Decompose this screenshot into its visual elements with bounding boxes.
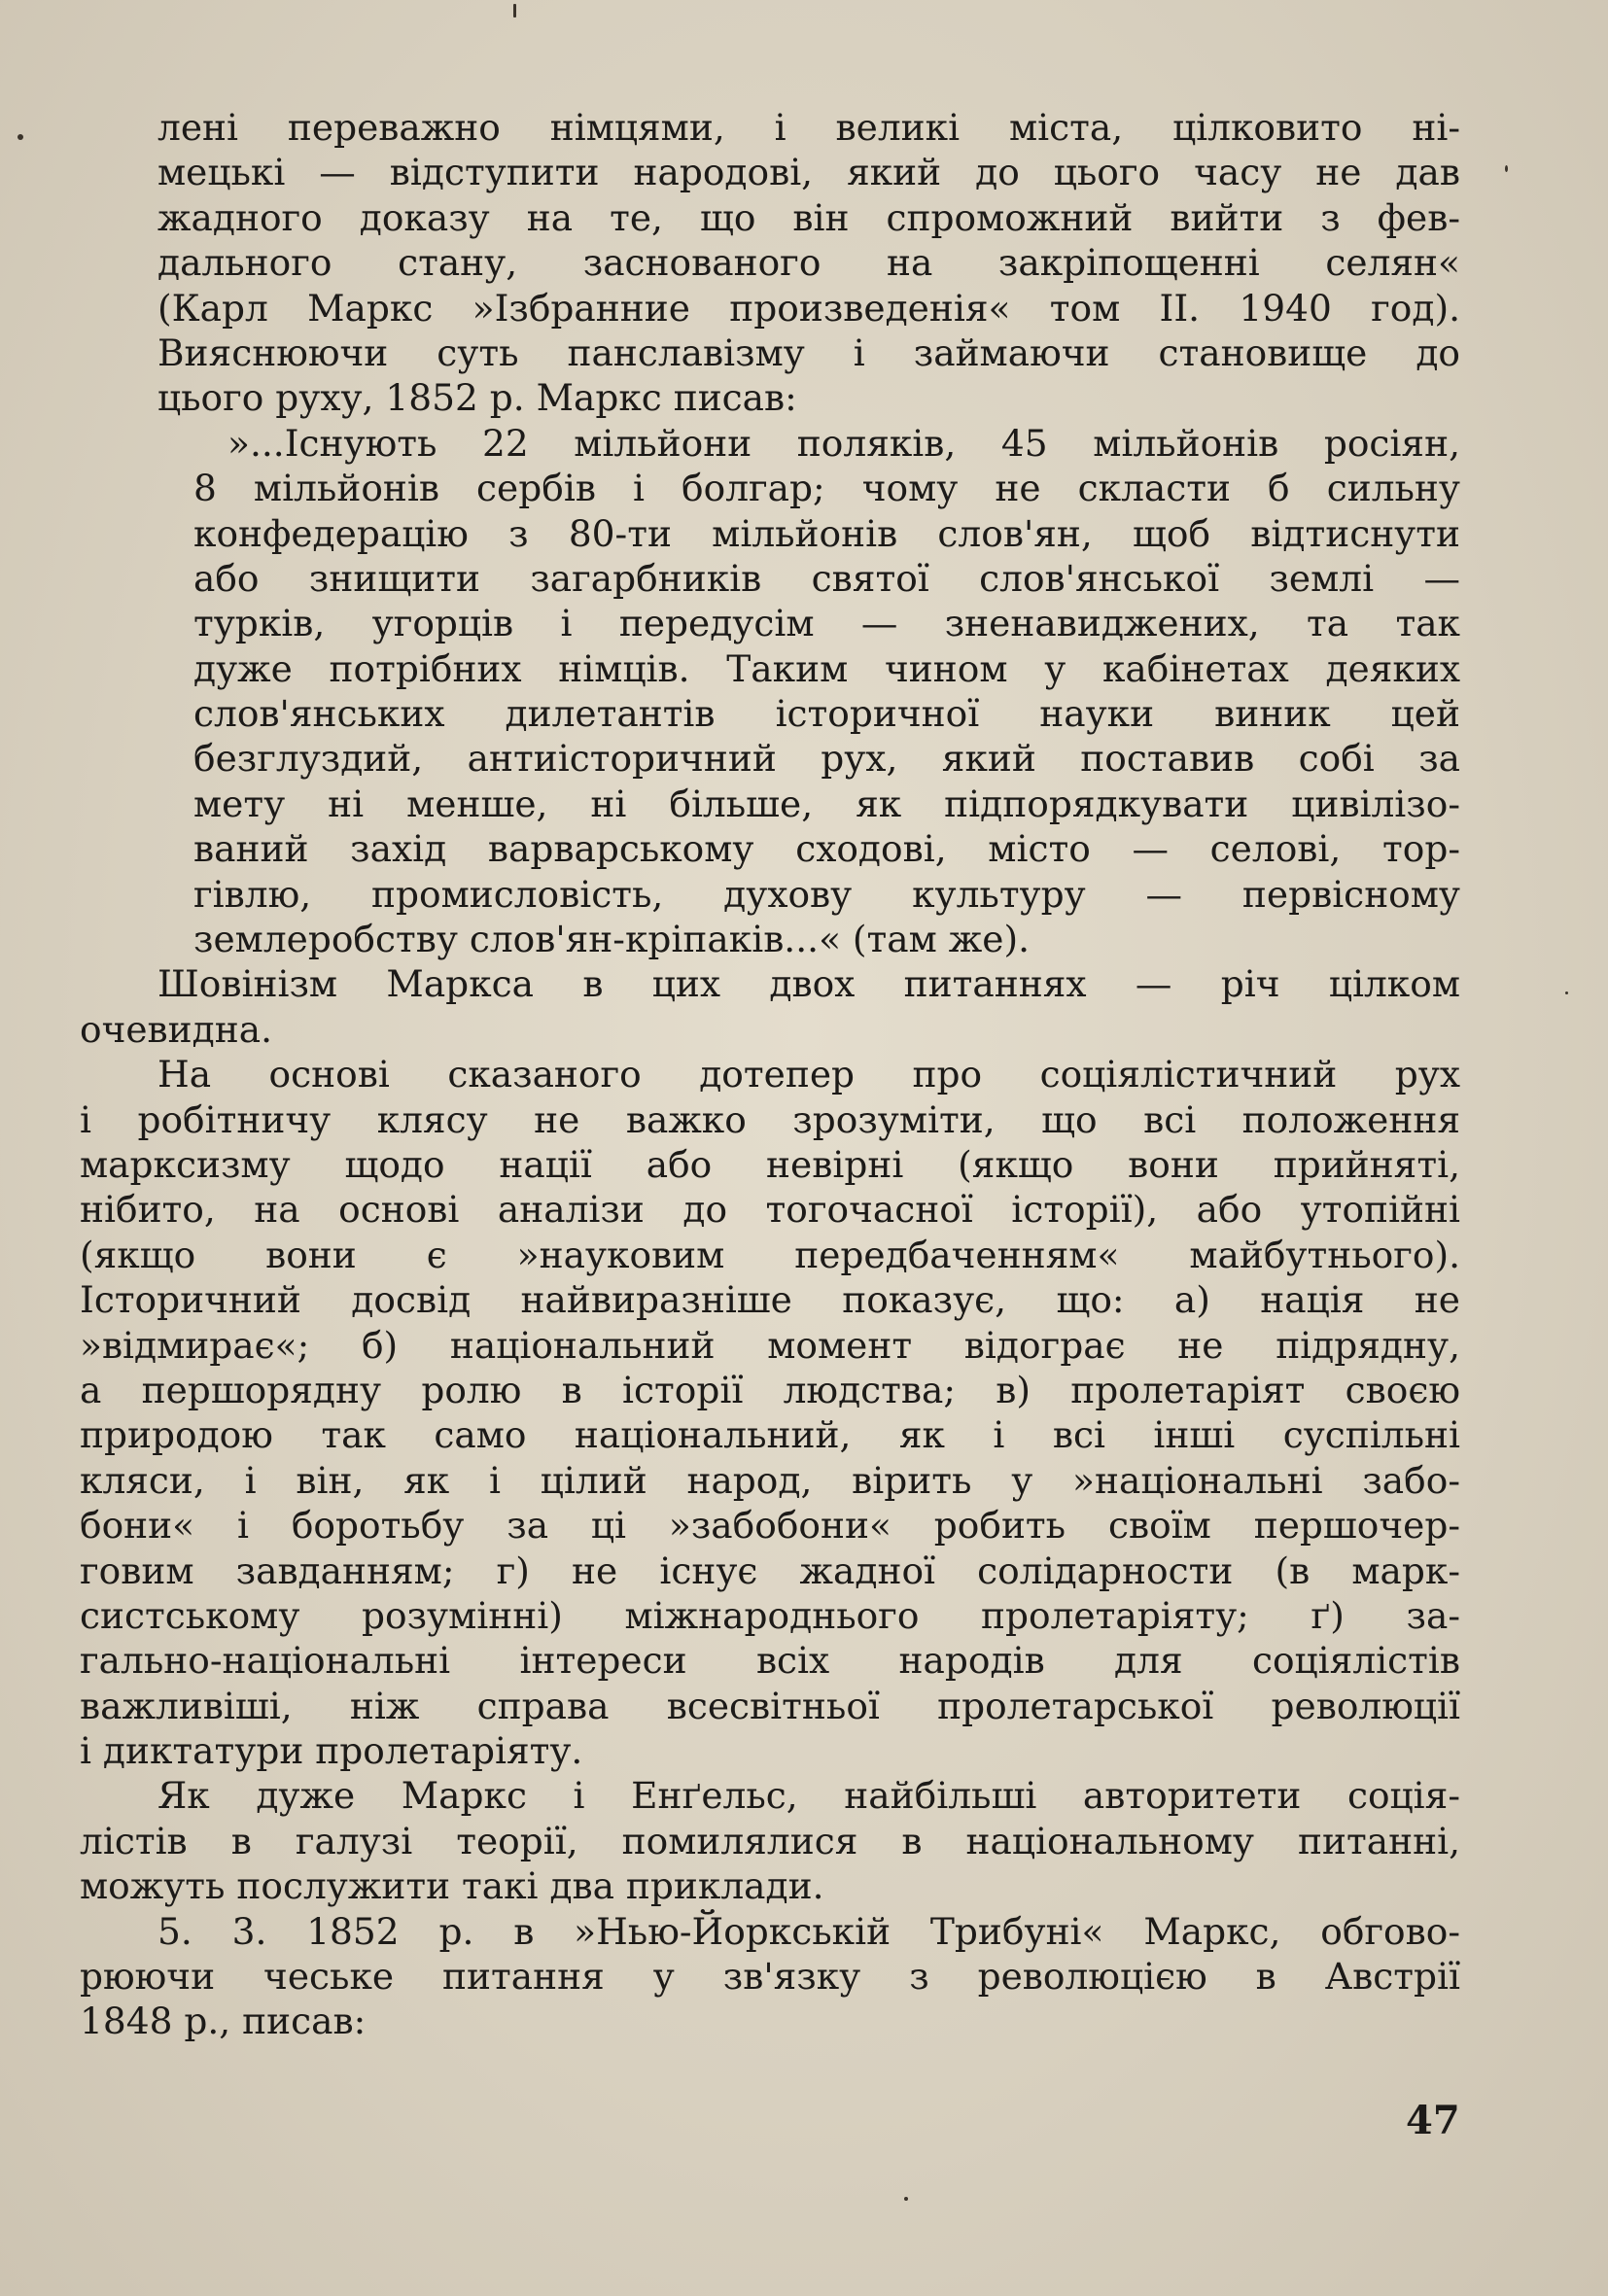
text-line: На основі сказаного дотепер про соціялістичний рух [157,1053,1460,1096]
text-line: землеробству слов'ян-кріпаків...« (там же). [193,918,1030,961]
text-line: Шовінізм Маркса в цих двох питаннях — річ цілком [157,962,1460,1006]
text-line: Як дуже Маркс і Енґельс, найбільші авторитети соція- [157,1774,1460,1818]
paper-speck [904,2197,908,2201]
text-line: лені переважно німцями, і великі міста, цілковито ні- [157,106,1460,149]
page-number: 47 [1406,2098,1460,2143]
text-line: а першорядну ролю в історії людства; в) пролетаріят своєю [80,1368,1460,1411]
text-line: мецькі — відступити народові, який до цього часу не дав [157,151,1460,194]
text-line: кляси, і він, як і цілий народ, вірить у »національні забо- [80,1458,1460,1502]
text-line: бони« і боротьбу за ці »забобони« робить своїм першочер- [80,1504,1460,1548]
text-line: і робітничу клясу не важко зрозуміти, що всі положення [80,1097,1460,1141]
text-line: нібито, на основі аналізи до тогочасної історії), або утопійні [80,1188,1460,1232]
text-line: 5. 3. 1852 р. в »Нью-Йоркській Трибуні« Маркс, обгово- [157,1909,1460,1953]
text-line: Історичний досвід найвиразніше показує, що: а) нація не [80,1278,1460,1322]
text-line: ваний захід варварському сходові, місто — селові, тор- [193,827,1460,871]
text-line: жадного доказу на те, що він спроможний вийти з фев- [157,195,1460,239]
text-line: систському розумінні) міжнароднього пролетаріяту; ґ) за- [80,1593,1460,1637]
text-line: можуть послужити такі два приклади. [80,1864,824,1908]
text-line: говим завданням; г) не існує жадної солідарности (в марк- [80,1548,1460,1592]
text-line: марксизму щодо нації або невірні (якщо вони прийняті, [80,1142,1460,1186]
text-line: (якщо вони є »науковим передбаченням« майбутнього). [80,1233,1460,1276]
text-line: або знищити загарбників святої слов'янської землі — [193,556,1460,600]
page-text [80,105,1460,2044]
text-line: гально-національні інтереси всіх народів для соціялістів [80,1639,1460,1683]
text-line: мету ні менше, ні більше, як підпорядкувати цивілізо- [193,782,1460,825]
text-line: важливіші, ніж справа всесвітньої пролетарської революції [80,1684,1460,1727]
text-line: конфедерацію з 80-ти мільйонів слов'ян, щоб відтиснути [193,511,1460,555]
text-line: природою так само національний, як і всі інші суспільні [80,1413,1460,1457]
paper-speck [1565,991,1568,994]
text-line: 1848 р., писав: [80,2000,367,2043]
text-line: цього руху, 1852 р. Маркс писав: [157,376,797,420]
paper-speck [17,134,23,140]
text-line: слов'янських дилетантів історичної науки виник цей [193,692,1460,736]
text-line: Вияснюючи суть панславізму і займаючи становище до [157,330,1460,374]
text-line: дуже потрібних німців. Таким чином у кабінетах деяких [193,646,1460,690]
text-line: гівлю, промисловість, духову культуру — первісному [193,872,1460,916]
text-line: рюючи чеське питання у зв'язку з революцією в Австрії [80,1955,1460,1999]
text-line: дального стану, заснованого на закріпощенні селян« [157,241,1460,285]
text-line: безглуздий, антиісторичний рух, який поставив собі за [193,737,1460,781]
text-line: 8 мільйонів сербів і болгар; чому не скласти б сильну [193,467,1460,510]
paper-speck [513,4,516,17]
text-line: »відмирає«; б) національний момент відограє не підрядну, [80,1323,1460,1367]
text-line: очевидна. [80,1007,273,1051]
text-line: (Карл Маркс »Ізбранние произведенія« том II. 1940 год). [157,286,1460,330]
text-line: турків, угорців і передусім — зненавиджених, та так [193,602,1460,645]
paper-speck [1505,165,1508,172]
text-line: лістів в галузі теорії, помилялися в національному питанні, [80,1819,1460,1862]
text-line: »...Існують 22 мільйони поляків, 45 мільйонів росіян, [227,421,1460,465]
text-line: і диктатури пролетаріяту. [80,1729,583,1773]
